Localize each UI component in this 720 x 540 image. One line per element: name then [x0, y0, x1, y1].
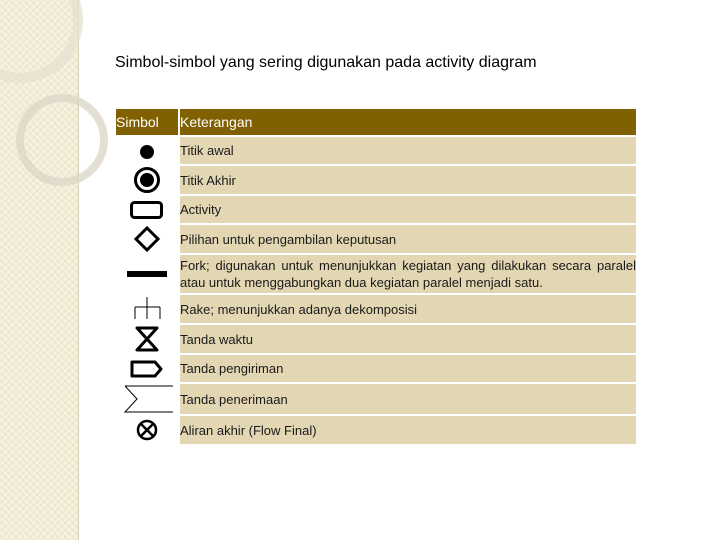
symbol-cell: [115, 415, 179, 445]
description-cell: Tanda waktu: [179, 324, 637, 354]
description-cell: Rake; menunjukkan adanya dekomposisi: [179, 294, 637, 324]
rake-icon: [127, 295, 167, 323]
send-signal-icon: [127, 356, 167, 382]
symbol-cell: [115, 294, 179, 324]
symbol-cell: [115, 136, 179, 165]
description-cell: Titik awal: [179, 136, 637, 165]
final-node-icon: [127, 166, 167, 194]
symbol-cell: [115, 254, 179, 294]
table-row: [115, 165, 637, 195]
table-row: [115, 195, 637, 224]
symbol-cell: [115, 354, 179, 383]
description-cell: Titik Akhir: [179, 165, 637, 195]
receive-signal-icon: [119, 384, 175, 414]
table-row: [115, 224, 637, 254]
table-row: [115, 383, 637, 415]
description-cell: Pilihan untuk pengambilan keputusan: [179, 224, 637, 254]
table-row: [115, 354, 637, 383]
header-symbol: Simbol: [115, 108, 179, 136]
initial-node-icon: [127, 138, 167, 164]
decision-diamond-icon: [127, 225, 167, 253]
description-cell: Tanda pengiriman: [179, 354, 637, 383]
symbol-cell: [115, 324, 179, 354]
symbol-cell: [115, 224, 179, 254]
description-cell: Activity: [179, 195, 637, 224]
description-cell: Tanda penerimaan: [179, 383, 637, 415]
table-row: [115, 294, 637, 324]
description-cell: Aliran akhir (Flow Final): [179, 415, 637, 445]
hourglass-time-icon: [127, 325, 167, 353]
symbol-cell: [115, 195, 179, 224]
flow-final-icon: [127, 416, 167, 444]
table-row: [115, 415, 637, 445]
table-row: [115, 254, 637, 294]
table-header-row: [115, 108, 637, 136]
symbols-table: [114, 107, 638, 446]
table-row: [115, 324, 637, 354]
slide-title: Simbol-simbol yang sering digunakan pada activity diagram: [115, 54, 537, 71]
activity-icon: [127, 197, 167, 223]
table-row: [115, 136, 637, 165]
symbol-cell: [115, 165, 179, 195]
header-description: Keterangan: [179, 108, 637, 136]
fork-bar-icon: [122, 264, 172, 284]
decorative-rings: [0, 0, 120, 200]
description-cell: Fork; digunakan untuk menunjukkan kegiatan yang dilakukan secara paralel atau untuk menggabungkan dua kegiatan paralel menjadi satu.: [179, 254, 637, 294]
symbol-cell: [115, 383, 179, 415]
